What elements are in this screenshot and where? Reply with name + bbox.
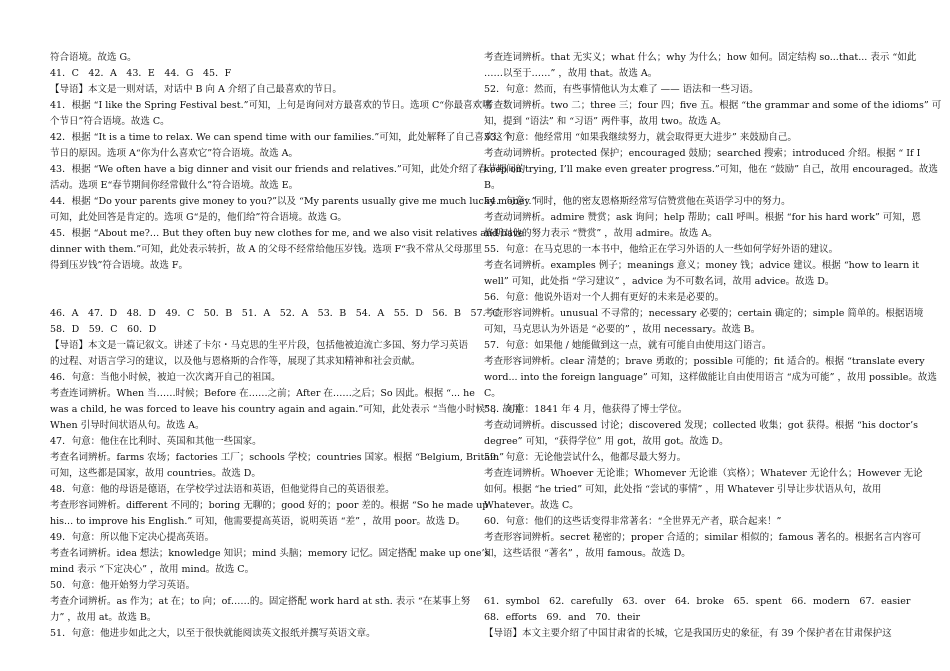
text-line: 【导语】本文主要介绍了中国甘肃省的长城，它是我国历史的象征，有 39 个保护者在甘肃保护这 (484, 628, 892, 639)
text-line: 57．句意：如果他 / 她能做到这一点，就有可能自由使用这门语言。 (484, 340, 772, 351)
text-line: 58．句意：1841 年 4 月，他获得了博士学位。 (484, 404, 688, 415)
text-line (484, 562, 904, 578)
text-line: 活动。选项 E“春节期间你经常做什么”符合语境。故选 E。 (50, 180, 299, 191)
text-line: 考查名词辨析。idea 想法；knowledge 知识；mind 头脑；memory 记忆。固定搭配 make up one’s (50, 548, 490, 559)
text-line: 【导语】本文是一则对话，对话中 B 向 A 介绍了自己最喜欢的节日。 (50, 84, 342, 95)
text-line: 可知，此处回答是肯定的。选项 G“是的，他们给”符合语境。故选 G。 (50, 212, 347, 223)
text-line: 考查连词辨析。that 无实义；what 什么；why 为什么；how 如何。固定结构 so...that... 表示 “如此 (484, 52, 917, 63)
text-line: 考查连词辨析。Whoever 无论谁；Whomever 无论谁（宾格）；Whatever 无论什么；However 无论 (484, 468, 923, 479)
text-line: 知，这些话很 “著名” ，故用 famous。故选 D。 (484, 548, 691, 559)
text-line: B。 (484, 180, 501, 191)
text-line: 考查连词辨析。When 当……时候；Before 在……之前；After 在……之后；So 因此。根据 “... he (50, 388, 475, 399)
text-line: ……以至于……” ，故用 that。故选 A。 (484, 68, 658, 79)
text-line: 50．句意：他开始努力学习英语。 (50, 580, 196, 591)
text-line: 46．句意：当他小时候，被迫一次次离开自己的祖国。 (50, 372, 281, 383)
text-line: was a child, he was forced to leave his country again and again.”可知，此处表示 “当他小时候” ，故用 (50, 404, 522, 415)
text-line: word... into the foreign language” 可知，这样做能让自由使用语言 “成为可能” ，故用 possible。故选 (484, 372, 937, 383)
text-line: 格斯对他的努力表示 “赞赏” ，故用 admire。故选 A。 (484, 228, 718, 239)
text-line: 得到压岁钱”符合语境。故选 F。 (50, 260, 188, 271)
text-line: 考查形容词辨析。secret 秘密的；proper 合适的；similar 相似的；famous 著名的。根据名言内容可 (484, 532, 922, 543)
text-line: 58．D 59．C 60．D (50, 324, 157, 335)
text-line: mind 表示 “下定决心” ，故用 mind。故选 C。 (50, 564, 255, 575)
text-line: 52．句意：然而，有些事情他认为太难了 —— 语法和一些习语。 (484, 84, 759, 95)
text-line: 54．句意：同时，他的密友恩格斯经常写信赞赏他在英语学习中的努力。 (484, 196, 791, 207)
text-line: 68．efforts 69．and 70．their (484, 612, 641, 623)
text-line: keep on trying, I’ll make even greater progress.”可知，他在 “鼓励” 自己，故用 encouraged。故选 (484, 164, 938, 175)
text-line: 43．根据 “We often have a big dinner and visit our friends and relatives.”可知，此处介绍了春节期间的 (50, 164, 526, 175)
text-line: well” 可知，此处指 “学习建议” ，advice 为不可数名词，故用 advice。故选 D。 (484, 276, 835, 287)
text-line: 考查名词辨析。farms 农场；factories 工厂；schools 学校；countries 国家。根据 “Belgium, Britain” (50, 452, 504, 463)
text-line: 考查介词辨析。as 作为；at 在；to 向；of……的。固定搭配 work hard at sth. 表示 “在某事上努 (50, 596, 471, 607)
text-line: 41．C 42．A 43．E 44．G 45．F (50, 68, 232, 79)
text-line (50, 274, 470, 290)
text-line: 考查形容词辨析。different 不同的；boring 无聊的；good 好的；poor 差的。根据 “So he made up (50, 500, 489, 511)
text-line: 48．句意：他的母语是德语，在学校学过法语和英语，但他觉得自己的英语很差。 (50, 484, 395, 495)
text-line: 47．句意：他住在比利时、英国和其他一些国家。 (50, 436, 262, 447)
text-line: 【导语】本文是一篇记叙文。讲述了卡尔・马克思的生平片段，包括他被迫流亡多国、努力学习英语 (50, 340, 469, 351)
text-line: dinner with them.”可知，此处表示转折，故 A 的父母不经常给他压岁钱。选项 F“我不常从父母那里 (50, 244, 482, 255)
text-line: 56．句意：他说外语对一个人拥有更好的未来是必要的。 (484, 292, 725, 303)
text-line: 46．A 47．D 48．D 49．C 50．B 51．A 52．A 53．B 54．A 55．D 56．B 57．C (50, 308, 500, 319)
text-line: 知，提到 “语法” 和 “习语” 两件事，故用 two。故选 A。 (484, 116, 727, 127)
text-line: 个节日”符合语境。故选 C。 (50, 116, 170, 127)
text-line: 60．句意：他们的这些话变得非常著名：“全世界无产者，联合起来！” (484, 516, 782, 527)
text-line: 考查数词辨析。two 二；three 三；four 四；five 五。根据 “the grammar and some of the idioms” 可 (484, 100, 942, 111)
text-line: When 引导时间状语从句。故选 A。 (50, 420, 205, 431)
text-line: 44．根据 “Do your parents give money to you?”以及 “My parents usually give me much lucky money.” (50, 196, 537, 207)
text-line: C。 (484, 388, 501, 399)
text-line: 61．symbol 62．carefully 63．over 64．broke 65．spent 66．modern 67．easier (484, 596, 911, 607)
text-line: 考查动词辨析。discussed 讨论；discovered 发现；collected 收集；got 获得。根据 “his doctor’s (484, 420, 918, 431)
text-line: 节日的原因。选项 A“你为什么喜欢它”符合语境。故选 A。 (50, 148, 298, 159)
text-line: 考查动词辨析。admire 赞赏；ask 询问；help 帮助；call 呼叫。根据 “for his hard work” 可知，恩 (484, 212, 921, 223)
text-line: 45．根据 “About me?… But they often buy new clothes for me, and we also visit relatives and have (50, 228, 524, 239)
text-line: Whatever。故选 C。 (484, 500, 579, 511)
text-line: 49．句意：所以他下定决心提高英语。 (50, 532, 215, 543)
text-line: 41．根据 “I like the Spring Festival best.”可知，上句是询问对方最喜欢的节日。选项 C“你最喜欢哪 (50, 100, 492, 111)
text-line: 55．句意：在马克思的一本书中，他给正在学习外语的人一些如何学好外语的建议。 (484, 244, 839, 255)
text-line: degree” 可知，“获得学位” 用 got，故用 got。故选 D。 (484, 436, 729, 447)
text-line (50, 290, 470, 306)
text-line: 可知，马克思认为外语是 “必要的” ，故用 necessary。故选 B。 (484, 324, 761, 335)
text-line (484, 578, 904, 594)
text-line: 53．句意：他经常用 “如果我继续努力，就会取得更大进步” 来鼓励自己。 (484, 132, 797, 143)
text-line: 的过程、对语言学习的建议，以及他与恩格斯的合作等，展现了其求知精神和社会贡献。 (50, 356, 421, 367)
text-line: 考查形容词辨析。clear 清楚的；brave 勇敢的；possible 可能的；fit 适合的。根据 “translate every (484, 356, 925, 367)
text-line: 符合语境。故选 G。 (50, 52, 137, 63)
text-line: 力” ，故用 at。故选 B。 (50, 612, 157, 623)
text-line: his... to improve his English.” 可知，他需要提高英语，说明英语 “差” ，故用 poor。故选 D。 (50, 516, 466, 527)
text-line: 考查名词辨析。examples 例子；meanings 意义；money 钱；advice 建议。根据 “how to learn it (484, 260, 920, 271)
text-line: 考查形容词辨析。unusual 不寻常的；necessary 必要的；certain 确定的；simple 简单的。根据语境 (484, 308, 924, 319)
text-line: 如何。根据 “he tried” 可知，此处指 “尝试的事情” ，用 Whatever 引导让步状语从句，故用 (484, 484, 882, 495)
text-line: 可知，这些都是国家，故用 countries。故选 D。 (50, 468, 261, 479)
text-line: 42．根据 “It is a time to relax. We can spend time with our families.”可知，此处解释了自己喜欢这个 (50, 132, 513, 143)
text-line: 考查动词辨析。protected 保护；encouraged 鼓励；searched 搜索；introduced 介绍。根据 “ If I (484, 148, 921, 159)
text-line: 51．句意：他进步如此之大，以至于很快就能阅读英文报纸并撰写英语文章。 (50, 628, 376, 639)
text-line: 59．句意：无论他尝试什么，他都尽最大努力。 (484, 452, 687, 463)
right-column (484, 50, 942, 642)
